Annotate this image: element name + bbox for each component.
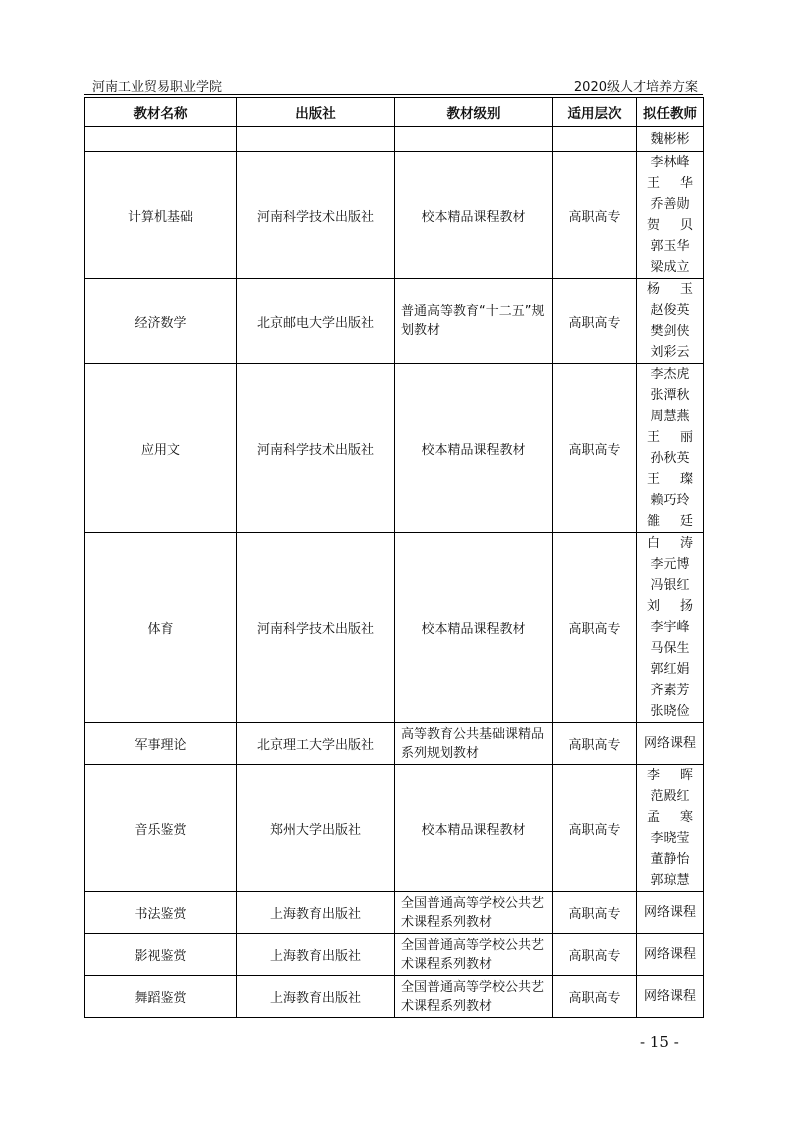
teacher-name: 李杰虎	[650, 367, 690, 382]
cell-tier: 高职高专	[553, 152, 637, 279]
cell-tier	[553, 127, 637, 152]
teacher-name: 赵俊英	[650, 303, 690, 318]
teacher-name: 张潭秋	[650, 388, 690, 403]
cell-textbook-name: 体育	[85, 533, 237, 723]
cell-teachers	[637, 765, 704, 892]
cell-tier: 高职高专	[553, 892, 637, 934]
teacher-name: 白 涛	[647, 536, 693, 551]
teacher-name: 杨 玉	[647, 282, 693, 297]
cell-publisher: 北京理工大学出版社	[237, 723, 395, 765]
page-number: - 15 -	[640, 1033, 679, 1051]
teacher-name: 李林峰	[650, 155, 690, 170]
cell-textbook-name: 经济数学	[85, 279, 237, 364]
cell-tier: 高职高专	[553, 934, 637, 976]
teacher-name: 王 丽	[647, 430, 693, 445]
teacher-name: 郭红娟	[650, 662, 690, 677]
teacher-name: 李元博	[650, 557, 690, 572]
teacher-name: 冯银红	[650, 578, 690, 593]
cell-level: 校本精品课程教材	[395, 765, 553, 892]
teacher-name: 李晓莹	[650, 831, 690, 846]
header-rule	[84, 94, 703, 95]
cell-textbook-name: 军事理论	[85, 723, 237, 765]
cell-publisher: 上海教育出版社	[237, 892, 395, 934]
cell-teachers	[637, 279, 704, 364]
teacher-name: 李 晖	[647, 768, 693, 783]
cell-publisher: 郑州大学出版社	[237, 765, 395, 892]
teacher-name: 王 璨	[647, 472, 693, 487]
table-row	[85, 892, 704, 934]
page-header	[84, 76, 698, 94]
teacher-name: 周慧燕	[650, 409, 690, 424]
cell-tier: 高职高专	[553, 533, 637, 723]
teacher-name: 赖巧玲	[650, 493, 690, 508]
cell-publisher	[237, 127, 395, 152]
cell-tier: 高职高专	[553, 723, 637, 765]
cell-tier: 高职高专	[553, 976, 637, 1018]
teacher-name: 王 华	[647, 176, 693, 191]
cell-level: 全国普通高等学校公共艺术课程系列教材	[395, 892, 553, 934]
document-title: 2020级人才培养方案	[573, 80, 698, 95]
cell-textbook-name: 舞蹈鉴赏	[85, 976, 237, 1018]
cell-level: 全国普通高等学校公共艺术课程系列教材	[395, 976, 553, 1018]
teacher-name: 梁成立	[650, 260, 690, 275]
teacher-name: 齐素芳	[650, 683, 690, 698]
teacher-name: 雒 廷	[647, 514, 693, 529]
cell-teachers	[637, 127, 704, 152]
table-row	[85, 533, 704, 723]
cell-publisher: 河南科学技术出版社	[237, 152, 395, 279]
teacher-name: 刘 扬	[647, 599, 693, 614]
cell-publisher: 北京邮电大学出版社	[237, 279, 395, 364]
table-row	[85, 152, 704, 279]
table-row	[85, 765, 704, 892]
cell-level: 普通高等教育“十二五”规划教材	[395, 279, 553, 364]
cell-level: 高等教育公共基础课精品系列规划教材	[395, 723, 553, 765]
teacher-name: 网络课程	[643, 736, 696, 751]
cell-teachers	[637, 723, 704, 765]
teacher-name: 郭玉华	[650, 239, 690, 254]
teacher-name: 范殿红	[650, 789, 690, 804]
teacher-name: 樊剑侠	[650, 324, 690, 339]
cell-textbook-name: 计算机基础	[85, 152, 237, 279]
textbook-table	[84, 97, 704, 1018]
cell-publisher: 河南科学技术出版社	[237, 364, 395, 533]
teacher-name: 网络课程	[643, 947, 696, 962]
cell-level	[395, 127, 553, 152]
teacher-name: 网络课程	[643, 905, 696, 920]
cell-level: 校本精品课程教材	[395, 152, 553, 279]
cell-tier: 高职高专	[553, 765, 637, 892]
table-row	[85, 934, 704, 976]
cell-teachers	[637, 152, 704, 279]
cell-textbook-name	[85, 127, 237, 152]
cell-level: 全国普通高等学校公共艺术课程系列教材	[395, 934, 553, 976]
teacher-name: 孙秋英	[650, 451, 690, 466]
teacher-name: 魏彬彬	[650, 131, 690, 147]
cell-teachers	[637, 364, 704, 533]
column-header-level: 教材级别	[395, 98, 553, 127]
cell-textbook-name: 影视鉴赏	[85, 934, 237, 976]
table-header-row	[85, 98, 704, 127]
cell-tier: 高职高专	[553, 279, 637, 364]
teacher-name: 张晓俭	[650, 704, 690, 719]
table-row	[85, 279, 704, 364]
teacher-name: 李宇峰	[650, 620, 690, 635]
teacher-name: 董静怡	[650, 852, 690, 867]
table-body	[85, 127, 704, 1018]
cell-teachers	[637, 533, 704, 723]
cell-publisher: 河南科学技术出版社	[237, 533, 395, 723]
column-header-publisher: 出版社	[237, 98, 395, 127]
teacher-name: 刘彩云	[650, 345, 690, 360]
teacher-name: 马保生	[650, 641, 690, 656]
table-row	[85, 723, 704, 765]
teacher-name: 网络课程	[643, 989, 696, 1004]
teacher-name: 郭琼慧	[650, 873, 690, 888]
column-header-name: 教材名称	[85, 98, 237, 127]
institution-name: 河南工业贸易职业学院	[92, 80, 223, 95]
cell-textbook-name: 应用文	[85, 364, 237, 533]
cell-teachers	[637, 892, 704, 934]
table-row	[85, 976, 704, 1018]
teacher-name: 孟 寒	[647, 810, 693, 825]
teacher-name: 乔善勋	[650, 197, 690, 212]
table-row	[85, 364, 704, 533]
cell-teachers	[637, 976, 704, 1018]
teacher-name: 贺 贝	[647, 218, 693, 233]
cell-level: 校本精品课程教材	[395, 533, 553, 723]
cell-textbook-name: 音乐鉴赏	[85, 765, 237, 892]
cell-level: 校本精品课程教材	[395, 364, 553, 533]
cell-publisher: 上海教育出版社	[237, 934, 395, 976]
cell-publisher: 上海教育出版社	[237, 976, 395, 1018]
cell-tier: 高职高专	[553, 364, 637, 533]
cell-teachers	[637, 934, 704, 976]
column-header-tier: 适用层次	[553, 98, 637, 127]
table-row	[85, 127, 704, 152]
column-header-teachers: 拟任教师	[637, 98, 704, 127]
cell-textbook-name: 书法鉴赏	[85, 892, 237, 934]
